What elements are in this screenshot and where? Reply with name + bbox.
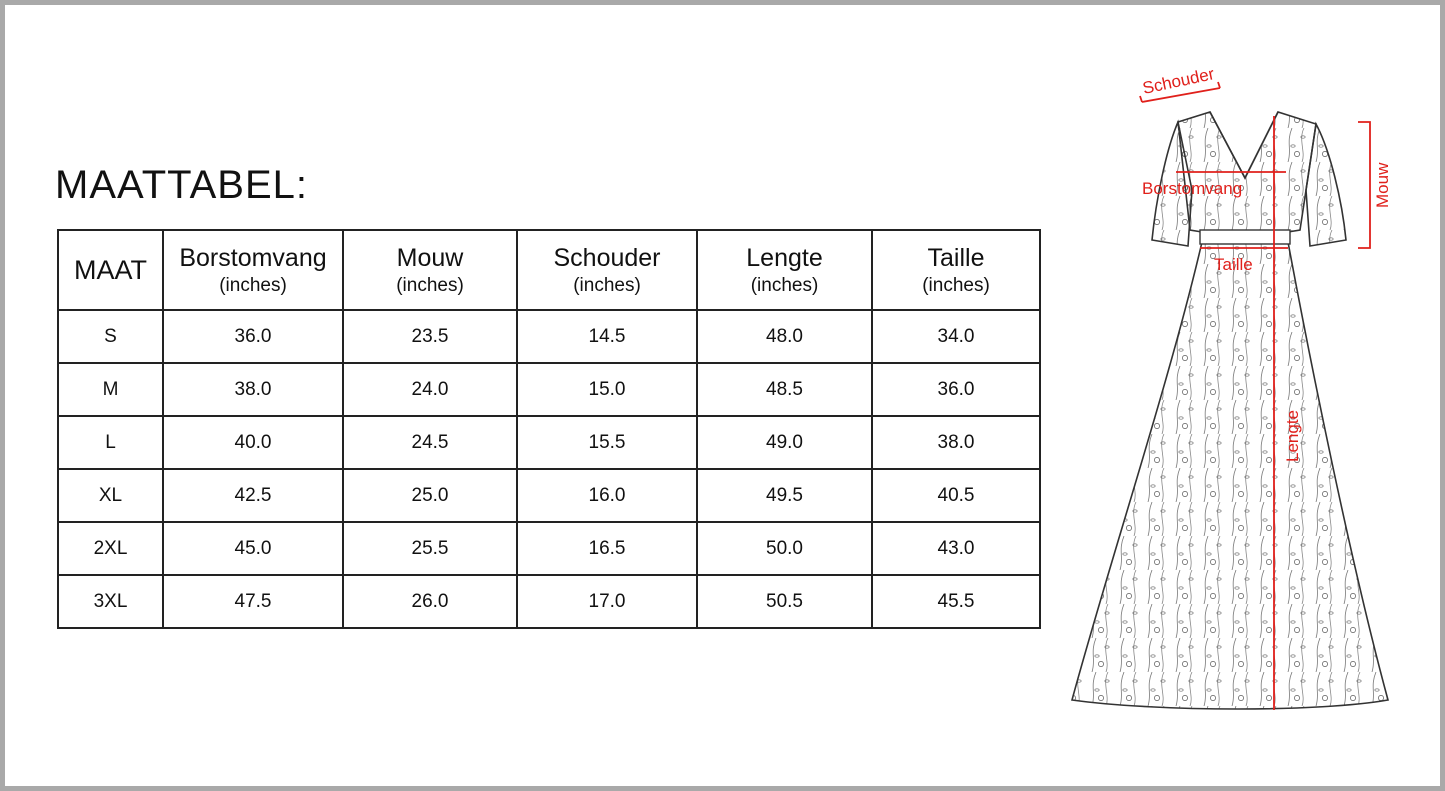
dress-illustration [1060, 60, 1420, 740]
table-cell: 50.5 [697, 575, 872, 628]
table-cell: 49.0 [697, 416, 872, 469]
header-borstomvang: Borstomvang (inches) [163, 230, 343, 310]
dress-skirt [1072, 242, 1388, 709]
table-cell: 23.5 [343, 310, 517, 363]
dress-diagram [1060, 60, 1420, 740]
header-mouw: Mouw (inches) [343, 230, 517, 310]
table-row [58, 469, 1040, 522]
table-cell: 25.5 [343, 522, 517, 575]
table-cell: 24.0 [343, 363, 517, 416]
size-cell: 3XL [58, 575, 163, 628]
label-chest: Borstomvang [1142, 179, 1243, 198]
label-waist: Taille [1214, 255, 1253, 274]
table-cell: 43.0 [872, 522, 1040, 575]
table-cell: 42.5 [163, 469, 343, 522]
table-cell: 38.0 [163, 363, 343, 416]
size-cell: 2XL [58, 522, 163, 575]
table-cell: 14.5 [517, 310, 697, 363]
page-title: MAATTABEL: [55, 163, 309, 207]
table-cell: 15.5 [517, 416, 697, 469]
table-row [58, 575, 1040, 628]
size-cell: M [58, 363, 163, 416]
label-shoulder: Schouder [1140, 64, 1217, 98]
table-cell: 45.5 [872, 575, 1040, 628]
table-cell: 45.0 [163, 522, 343, 575]
table-cell: 47.5 [163, 575, 343, 628]
size-cell: S [58, 310, 163, 363]
table-row [58, 310, 1040, 363]
table-cell: 15.0 [517, 363, 697, 416]
table-cell: 49.5 [697, 469, 872, 522]
table-cell: 48.5 [697, 363, 872, 416]
table-cell: 48.0 [697, 310, 872, 363]
header-lengte: Lengte (inches) [697, 230, 872, 310]
table-cell: 26.0 [343, 575, 517, 628]
header-schouder: Schouder (inches) [517, 230, 697, 310]
table-cell: 36.0 [163, 310, 343, 363]
header-taille: Taille (inches) [872, 230, 1040, 310]
label-length: Lengte [1283, 410, 1302, 462]
size-cell: XL [58, 469, 163, 522]
table-cell: 50.0 [697, 522, 872, 575]
table-row [58, 522, 1040, 575]
table-row [58, 416, 1040, 469]
sleeve-marker [1358, 122, 1370, 248]
table-cell: 40.0 [163, 416, 343, 469]
table-cell: 34.0 [872, 310, 1040, 363]
table-cell: 40.5 [872, 469, 1040, 522]
table-cell: 24.5 [343, 416, 517, 469]
table-cell: 36.0 [872, 363, 1040, 416]
label-sleeve: Mouw [1373, 162, 1392, 208]
table-row [58, 363, 1040, 416]
table-cell: 38.0 [872, 416, 1040, 469]
size-cell: L [58, 416, 163, 469]
table-cell: 16.5 [517, 522, 697, 575]
dress-waistband [1200, 230, 1290, 244]
header-maat: MAAT [58, 230, 163, 310]
table-header-row [58, 230, 1040, 310]
table-cell: 25.0 [343, 469, 517, 522]
size-table [57, 229, 1041, 629]
table-cell: 17.0 [517, 575, 697, 628]
table-cell: 16.0 [517, 469, 697, 522]
